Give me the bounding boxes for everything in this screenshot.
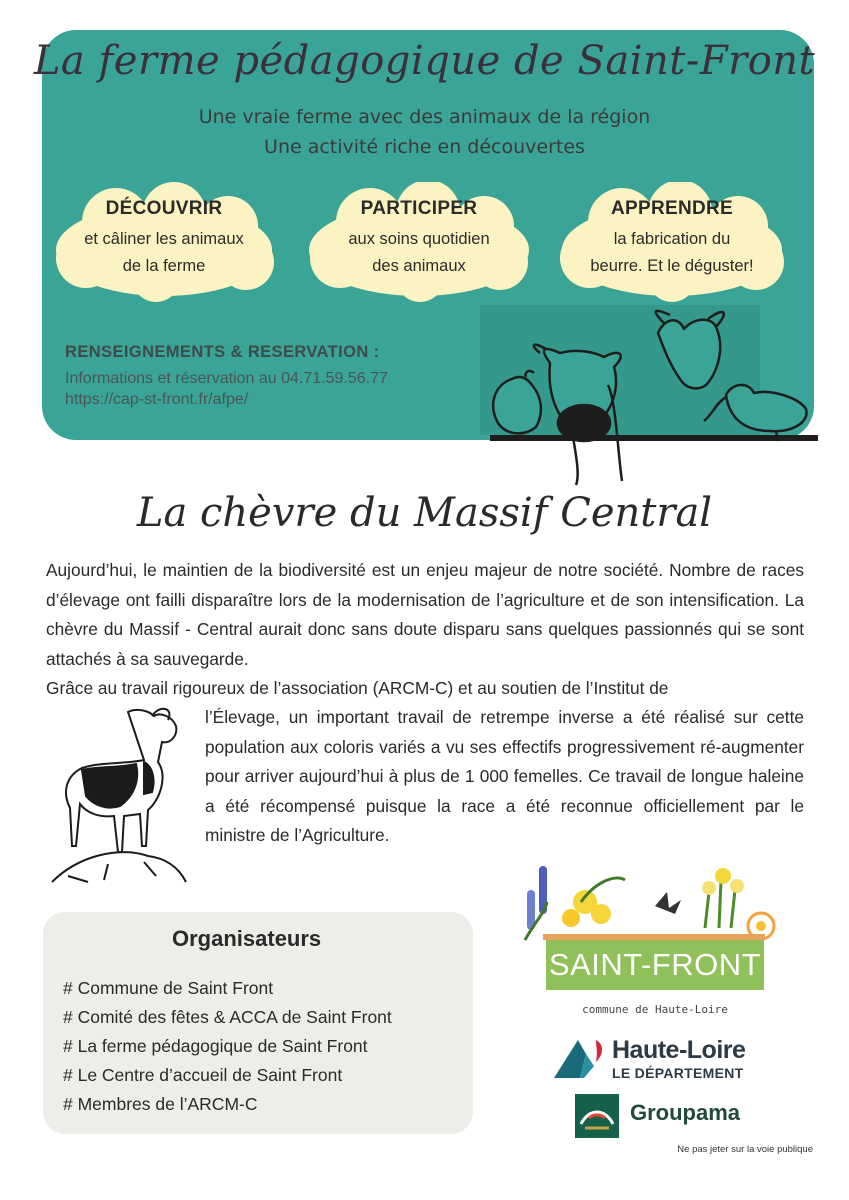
contact-heading: RENSEIGNEMENTS & RESERVATION : (65, 343, 380, 361)
saint-front-logo: SAINT-FRONT (546, 940, 764, 990)
goat-drawing (48, 706, 188, 888)
cloud-heading: APPRENDRE (611, 198, 733, 219)
organisers-list (63, 974, 392, 1119)
footer-note: Ne pas jeter sur la voie publique (677, 1144, 813, 1155)
organisers-title: Organisateurs (172, 926, 322, 951)
list-item: # Commune de Saint Front (63, 978, 274, 998)
cloud-line: et câliner les animaux (84, 230, 244, 248)
cloud-line: de la ferme (122, 257, 206, 275)
contact-block (65, 343, 388, 410)
cloud-line: des animaux (372, 257, 466, 275)
article-paragraph-1: Aujourd’hui, le maintien de la biodiversité est un enjeu majeur de notre société. Nombre de races d’élevage ont failli disparaître lors de la modernisation de l’agriculture et de son intensification. La chèvre du Massif - Central aurait donc sans doute disparu sans quelques passionnés qui se sont attachés à sa sauvegarde. (46, 560, 804, 669)
article-paragraph-2-lead: Grâce au travail rigoureux de l’association (ARCM-C) et au soutien de l’Institut de (46, 678, 669, 698)
cloud-heading: PARTICIPER (360, 198, 478, 219)
cloud-heading: DÉCOUVRIR (105, 198, 223, 219)
article-paragraph-2-rest: l’Élevage, un important travail de retrempe inverse a été réalisé sur cette population aux coloris variés a vu ses effectifs progressivement ré-augmenter pour arriver aujourd’hui à plus de 1 000 femelles. Ce travail de longue haleine a été récompensé puisque la race a été reconnue officiellement par le ministre de l’Agriculture. (205, 707, 804, 845)
groupama-icon (575, 1094, 619, 1138)
list-item: # La ferme pédagogique de Saint Front (63, 1036, 368, 1056)
cloud-discover (56, 198, 272, 280)
farm-animals-illustration (480, 305, 820, 495)
farm-subtitle-1: Une vraie ferme avec des animaux de la région (198, 106, 651, 128)
contact-phone: Informations et réservation au 04.71.59.56.77 (65, 370, 388, 387)
cloud-participate (310, 198, 528, 280)
farm-title: La ferme pédagogique de Saint-Front (33, 38, 816, 84)
haute-loire-logo: Haute-Loire (612, 1036, 746, 1064)
article-title: La chèvre du Massif Central (136, 490, 713, 536)
list-item: # Le Centre d’accueil de Saint Front (63, 1065, 343, 1085)
cloud-line: aux soins quotidien (348, 230, 490, 248)
contact-url[interactable]: https://cap-st-front.fr/afpe/ (65, 391, 249, 408)
groupama-logo: Groupama (630, 1100, 741, 1125)
saint-front-subtitle: commune de Haute-Loire (582, 1003, 728, 1016)
cloud-learn (560, 198, 784, 280)
cloud-line: beurre. Et le déguster! (590, 257, 754, 275)
list-item: # Membres de l’ARCM-C (63, 1094, 258, 1114)
farm-subtitle-2: Une activité riche en découvertes (264, 136, 585, 158)
list-item: # Comité des fêtes & ACCA de Saint Front (63, 1007, 392, 1027)
saint-front-flowers-logo (505, 862, 785, 946)
haute-loire-mountain-icon (552, 1036, 608, 1082)
cloud-line: la fabrication du (613, 230, 731, 248)
haute-loire-subtitle: LE DÉPARTEMENT (612, 1065, 744, 1081)
